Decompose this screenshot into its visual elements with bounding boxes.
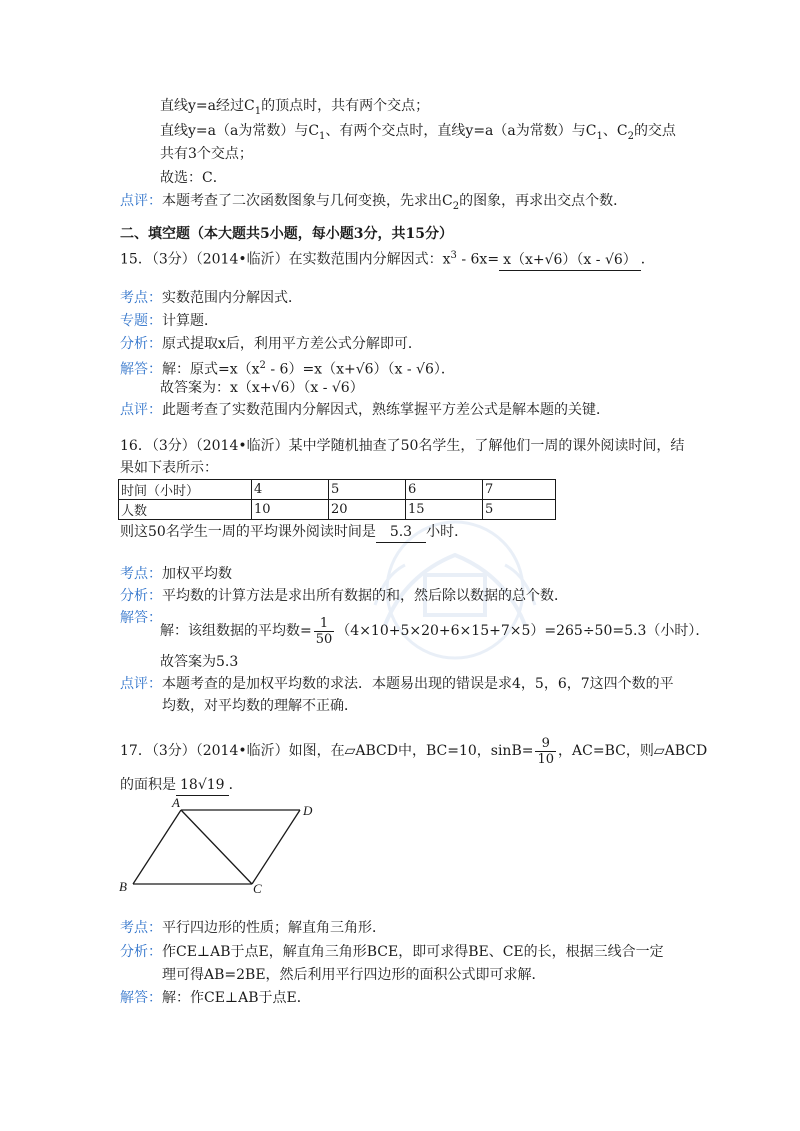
section-title: 二、填空题（本大题共5小题，每小题3分，共15分） <box>120 226 453 242</box>
table-row <box>119 480 556 500</box>
parallelogram-figure <box>115 795 325 895</box>
vertex-label-d: D <box>303 803 313 818</box>
prev-line-2: 直线y=a（a为常数）与$C_1$、有两个交点时，直线y=a（a为常数）与$C_1$、$C_2$的交点 <box>160 123 676 142</box>
vertex-label-a: A <box>172 795 180 810</box>
table-cell: 人数 <box>119 500 252 520</box>
table-cell: 5 <box>329 480 406 500</box>
vertex-label-b: B <box>119 879 127 894</box>
fraction: $\frac{9}{10}$ <box>537 735 555 767</box>
vertex-label-c: C <box>253 881 262 895</box>
q16-line-1: 16．（3分）（2014•临沂）某中学随机抽查了50名学生，了解他们一周的课外阅读时间，结 <box>120 438 685 454</box>
q15-final: 故答案为：x（x+√6）（x - √6） <box>160 380 364 396</box>
q16-kaodian: 考点：加权平均数 <box>120 566 232 582</box>
prev-review: 点评：本题考查了二次函数图象与几何变换，先求出$C_2$的图象，再求出交点个数． <box>120 193 628 212</box>
q16-fenxi: 分析：平均数的计算方法是求出所有数据的和，然后除以数据的总个数． <box>120 588 568 604</box>
q16-line-2: 果如下表所示： <box>120 460 218 476</box>
q17-jieda: 解答：解：作CE⊥AB于点E． <box>120 990 311 1006</box>
table-cell: 10 <box>252 500 329 520</box>
fraction: $\frac{1}{50}$ <box>315 615 333 647</box>
table-cell: 6 <box>406 480 483 500</box>
q16-dianping-2: 均数，对平均数的理解不正确． <box>162 698 358 714</box>
q17-answer: 18√19 <box>176 775 229 796</box>
prev-line-1: 直线y=a经过$C_1$的顶点时，共有两个交点； <box>160 98 430 117</box>
q15-kaodian: 考点：实数范围内分解因式． <box>120 290 302 306</box>
q17-line-1: 17．（3分）（2014•临沂）如图，在▱ABCD中，BC=10，sinB= $\frac{9}{10}$ ，AC=BC，则▱ABCD <box>120 735 708 767</box>
table-cell: 20 <box>329 500 406 520</box>
q17-fenxi-1: 分析：作CE⊥AB于点E，解直角三角形BCE，即可求得BE、CE的长，根据三线合一定 <box>120 944 664 960</box>
q15-jieda: 解答：解：原式$=x(x^2 - 6)=x(x+√6)(x - √6)$． <box>120 360 455 378</box>
q15-dianping: 点评：此题考查了实数范围内分解因式，熟练掌握平方差公式是解本题的关键． <box>120 402 610 418</box>
edge-ab <box>133 810 181 884</box>
q16-dianping-1: 点评：本题考查的是加权平均数的求法．本题易出现的错误是求4，5，6，7这四个数的平 <box>120 676 674 692</box>
table-cell: 4 <box>252 480 329 500</box>
table-cell: 5 <box>483 500 556 520</box>
table-cell: 时间（小时） <box>119 480 252 500</box>
q16-jieda-label: 解答： <box>120 610 162 626</box>
reading-time-table <box>118 479 556 520</box>
diagonal-ac <box>181 810 252 884</box>
q15-zhuanti: 专题：计算题． <box>120 313 218 329</box>
q16-final: 故答案为5.3 <box>160 654 239 670</box>
prev-line-3: 共有3个交点； <box>160 146 253 162</box>
q16-line-3: 则这50名学生一周的平均课外阅读时间是 5.3 小时． <box>120 522 468 543</box>
q15-question: 15．（3分）（2014•临沂）在实数范围内分解因式：$x^3 - 6x= x(x+√6)(x - √6)$ ． <box>120 246 655 271</box>
q17-line-2: 的面积是 18√19 ． <box>120 775 243 796</box>
q17-fenxi-2: 理可得AB=2BE，然后利用平行四边形的面积公式即可求解． <box>162 967 546 983</box>
q16-answer: 5.3 <box>376 522 426 543</box>
q16-jieda: 解：该组数据的平均数= $\frac{1}{50}$ （4×10+5×20+6×15+7×5）=265÷50=5.3（小时）． <box>160 615 710 647</box>
prev-line-4: 故选：C． <box>160 170 227 186</box>
table-cell: 15 <box>406 500 483 520</box>
table-cell: 7 <box>483 480 556 500</box>
q15-fenxi: 分析：原式提取x后，利用平方差公式分解即可． <box>120 336 422 352</box>
q15-answer: x（x+√6）（x - √6） <box>499 250 641 271</box>
q17-kaodian: 考点：平行四边形的性质；解直角三角形． <box>120 920 386 936</box>
edge-dc <box>252 810 300 884</box>
